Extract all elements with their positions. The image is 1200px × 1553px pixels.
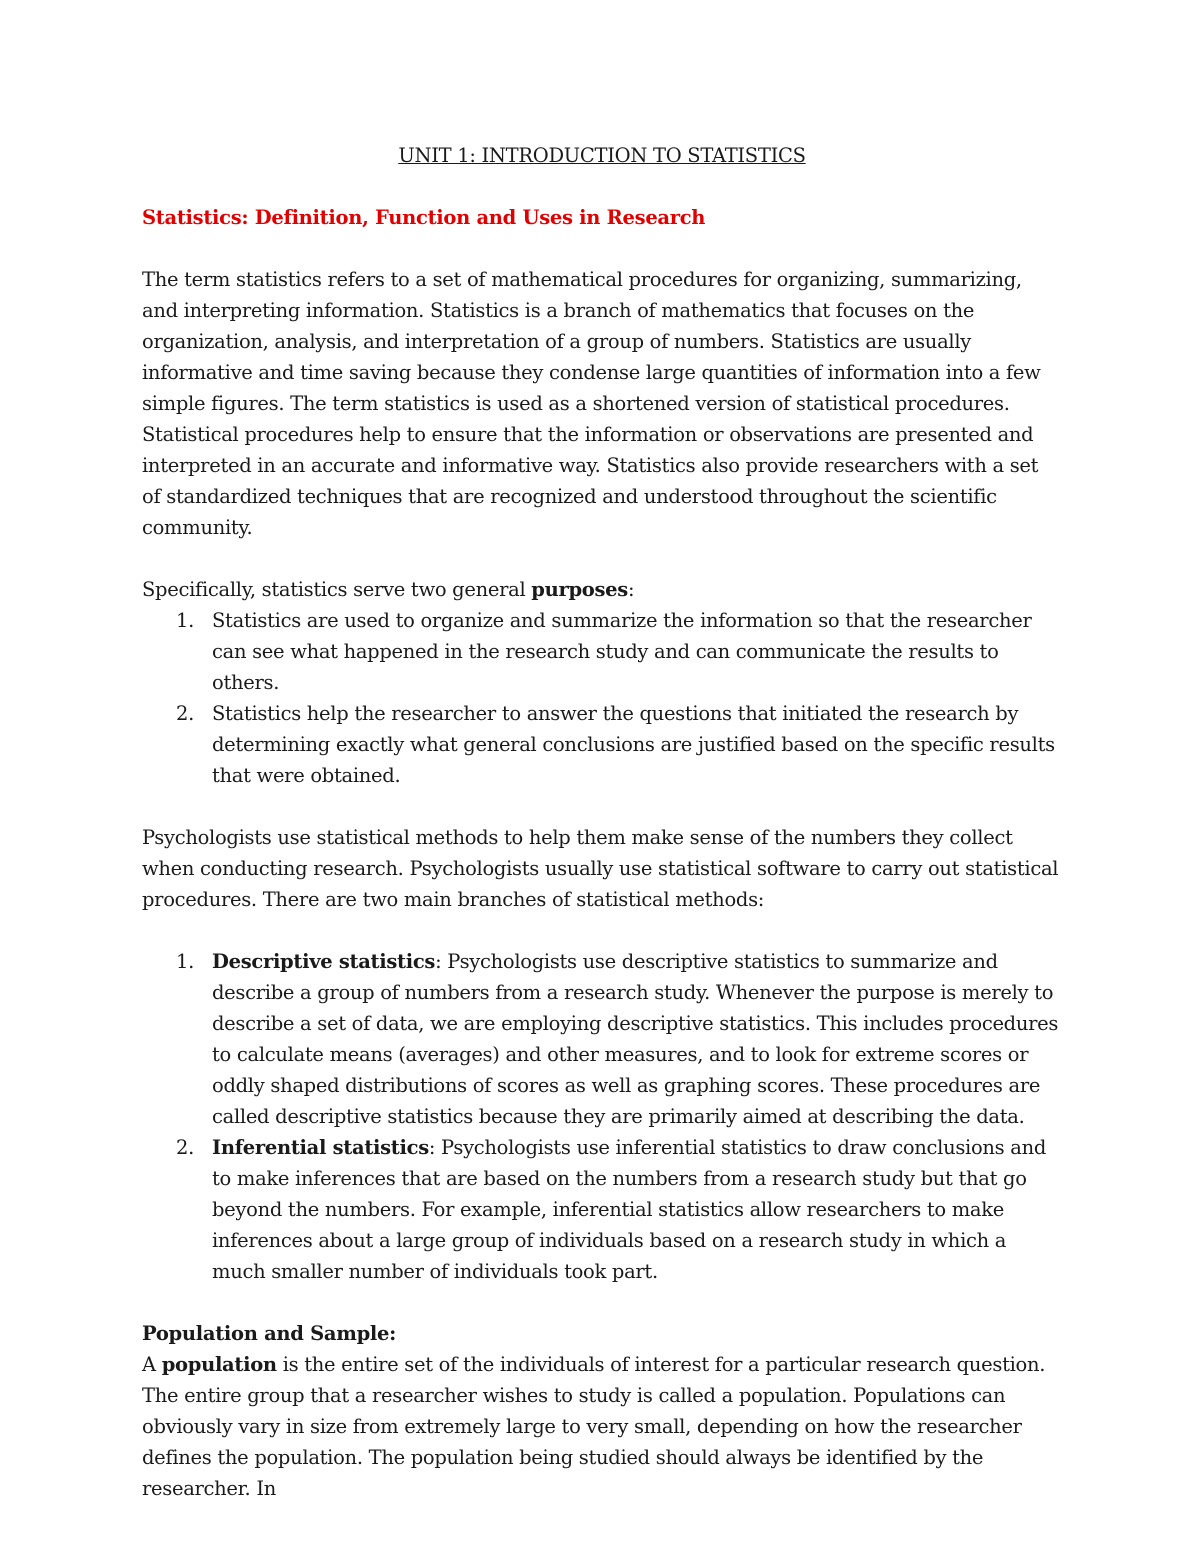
list-item (142, 946, 1062, 1132)
methods-paragraph: Psychologists use statistical methods to help them make sense of the numbers they collect when conducting research. Psychologists usually use statistical software to carry out statistical procedures. There are two main branches of statistical methods: (142, 826, 1059, 911)
list-item-text: : Psychologists use inferential statistics to draw conclusions and to make inferences that are based on the numbers from a research study but that go beyond the numbers. For example, inferential statistics allow researchers to make inferences about a large group of individuals based on a research study in which a much smaller number of individuals took part. (212, 1136, 1047, 1283)
list-item-term: Descriptive statistics (212, 950, 436, 973)
list-number: 1. (176, 609, 195, 632)
list-item (142, 1132, 1062, 1287)
page-title: UNIT 1: INTRODUCTION TO STATISTICS (398, 144, 806, 167)
document-page (142, 140, 1062, 1504)
population-paragraph (142, 1349, 1062, 1504)
population-text: is the entire set of the individuals of interest for a particular research question. The entire group that a researcher wishes to study is called a population. Populations can obviously vary in size from extremely large to very small, depending on how the researcher defines the population. The population being studied should always be identified by the researcher. In (142, 1353, 1046, 1500)
purposes-list (142, 605, 1062, 791)
list-item (142, 698, 1062, 791)
intro-paragraph: The term statistics refers to a set of mathematical procedures for organizing, summarizing, and interpreting information. Statistics is a branch of mathematics that focuses on the organization, analysis, and interpretation of a group of numbers. Statistics are usually informative and time saving because they condense large quantities of information into a few simple figures. The term statistics is used as a shortened version of statistical procedures. Statistical procedures help to ensure that the information or observations are presented and interpreted in an accurate and informative way. Statistics also provide researchers with a set of standardized techniques that are recognized and understood throughout the scientific community. (142, 268, 1041, 539)
section-heading: Statistics: Definition, Function and Uses in Research (142, 206, 706, 229)
branches-list (142, 946, 1062, 1287)
list-item-text: : Psychologists use descriptive statistics to summarize and describe a group of numbers from a research study. Whenever the purpose is merely to describe a set of data, we are employing descriptive statistics. This includes procedures to calculate means (averages) and other measures, and to look for extreme scores or oddly shaped distributions of scores as well as graphing scores. These procedures are called descriptive statistics because they are primarily aimed at describing the data. (212, 950, 1059, 1128)
purposes-lead-bold: purposes (531, 578, 628, 601)
list-number: 1. (176, 950, 195, 973)
population-term: population (161, 1353, 277, 1376)
list-item-term: Inferential statistics (212, 1136, 429, 1159)
list-item-text: Statistics help the researcher to answer the questions that initiated the research by determining exactly what general conclusions are justified based on the specific results that were obtained. (212, 702, 1055, 787)
population-heading: Population and Sample: (142, 1322, 397, 1345)
list-number: 2. (176, 1136, 195, 1159)
purposes-lead-text: Specifically, statistics serve two general (142, 578, 532, 601)
list-item (142, 605, 1062, 698)
purposes-lead (142, 574, 1062, 605)
purposes-lead-end: : (627, 578, 635, 601)
list-item-text: Statistics are used to organize and summarize the information so that the researcher can see what happened in the research study and can communicate the results to others. (212, 609, 1032, 694)
list-number: 2. (176, 702, 195, 725)
population-lead: A (142, 1353, 162, 1376)
